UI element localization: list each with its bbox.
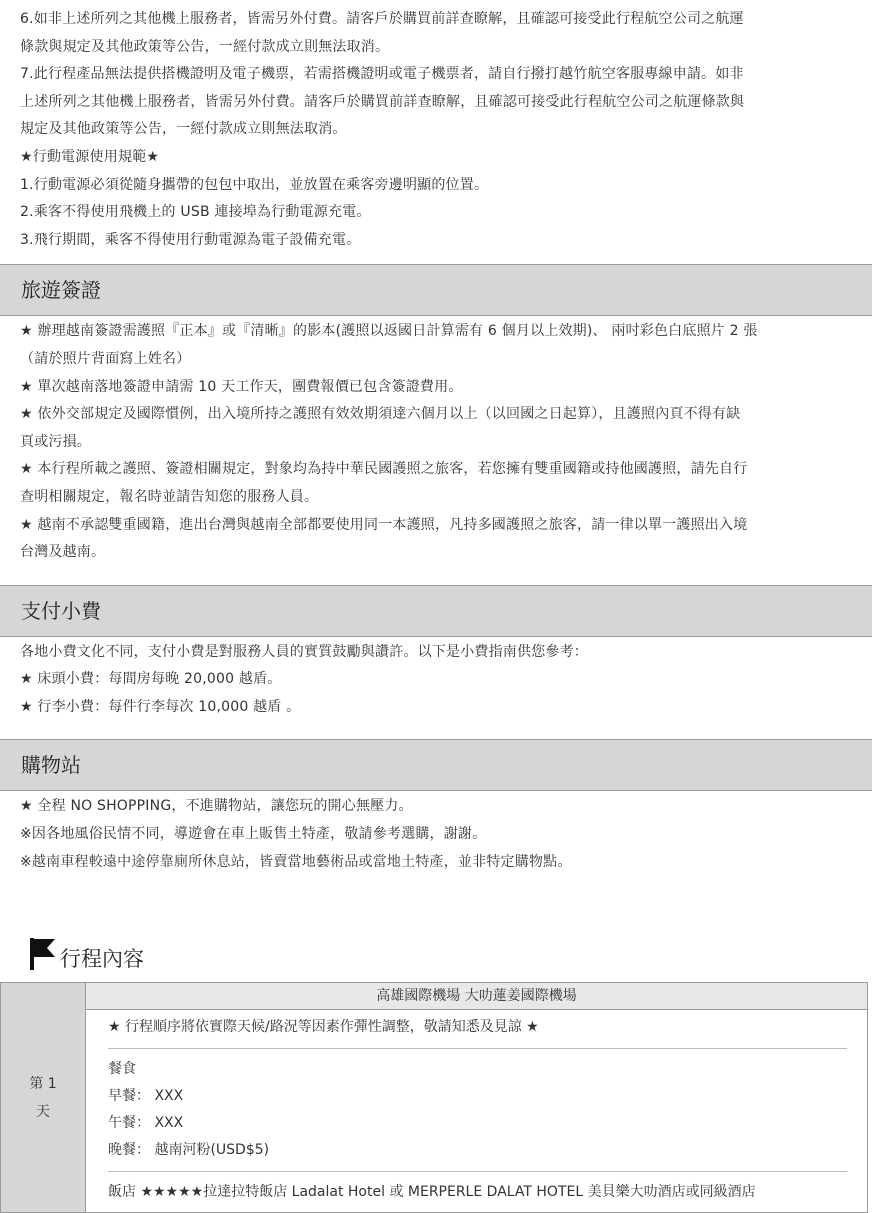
flag-icon: [30, 938, 56, 970]
itinerary-note: ★ 行程順序將依實際天候/路況等因素作彈性調整，敬請知悉及見諒 ★: [108, 1019, 539, 1036]
itinerary-title: [0, 922, 872, 982]
visa-line: 台灣及越南。: [20, 544, 106, 561]
section-heading-tips: 支付小費: [0, 585, 872, 637]
visa-line: （請於照片背面寫上姓名）: [20, 350, 191, 367]
day-label: [1, 983, 86, 1213]
section-heading-shopping: 購物站: [0, 739, 872, 791]
shopping-line: ※越南車程較遠中途停靠廁所休息站，皆賣當地藝術品或當地土特產，並非特定購物點。: [20, 853, 572, 870]
shopping-line: ※因各地風俗民情不同，導遊會在車上販售土特產，敬請參考選購，謝謝。: [20, 826, 487, 843]
day-detail: [86, 1010, 868, 1213]
visa-line: ★ 越南不承認雙重國籍，進出台灣與越南全部都要使用同一本護照，凡持多國護照之旅客，請一律以單一護照出入境: [20, 516, 748, 533]
divider: [108, 1048, 847, 1049]
lunch: 午餐： XXX: [108, 1115, 184, 1132]
shopping-section: [0, 739, 872, 884]
day-1-table: [0, 982, 868, 1213]
tips-line: 各地小費文化不同，支付小費是對服務人員的實質鼓勵與讚許。以下是小費指南供您參考：: [20, 643, 588, 660]
dinner: 晚餐： 越南河粉(USD$5): [108, 1142, 270, 1159]
note-line: 2.乘客不得使用飛機上的 USB 連接埠為行動電源充電。: [20, 204, 371, 221]
breakfast: 早餐： XXX: [108, 1088, 184, 1105]
visa-section: [0, 264, 872, 574]
tips-line: ★ 行李小費：每件行李每次 10,000 越盾 。: [20, 698, 301, 715]
note-line: 7.此行程產品無法提供搭機證明及電子機票，若需搭機證明或電子機票者，請自行撥打越竹航空客服專線申請。如非: [20, 66, 744, 83]
hotel: 飯店 ★★★★★拉達拉特飯店 Ladalat Hotel 或 MERPERLE DALAT HOTEL 美貝樂大叻酒店或同級酒店: [108, 1184, 756, 1201]
note-line: 3.飛行期間，乘客不得使用行動電源為電子設備充電。: [20, 231, 361, 248]
note-line: ★行動電源使用規範★: [20, 148, 160, 165]
tips-section: [0, 585, 872, 730]
visa-line: 頁或污損。: [20, 433, 91, 450]
meals-title: 餐食: [108, 1061, 136, 1078]
itinerary-title-text: 行程內容: [60, 947, 144, 972]
note-line: 6.如非上述所列之其他機上服務者，皆需另外付費。請客戶於購買前詳查瞭解，且確認可接受此行程航空公司之航運: [20, 11, 744, 27]
visa-line: ★ 單次越南落地簽證申請需 10 天工作天，團費報價已包含簽證費用。: [20, 378, 463, 395]
note-line: 上述所列之其他機上服務者，皆需另外付費。請客戶於購買前詳查瞭解，且確認可接受此行程航空公司之航運條款與: [20, 93, 745, 110]
tips-line: ★ 床頭小費：每間房每晚 20,000 越盾。: [20, 671, 282, 688]
divider: [108, 1171, 847, 1172]
visa-line: ★ 依外交部規定及國際慣例，出入境所持之護照有效效期須達六個月以上（以回國之日起算），且護照內頁不得有缺: [20, 406, 741, 423]
day-number: 第 1: [29, 1075, 57, 1092]
day-unit: 天: [36, 1103, 50, 1120]
note-line: 1.行動電源必須從隨身攜帶的包包中取出，並放置在乘客旁邊明顯的位置。: [20, 176, 489, 193]
visa-line: ★ 辦理越南簽證需護照『正本』或『清晰』的影本(護照以返國日計算需有 6 個月以上效期)、 兩吋彩色白底照片 2 張: [20, 323, 758, 340]
section-heading-visa: 旅遊簽證: [0, 264, 872, 316]
shopping-line: ★ 全程 NO SHOPPING，不進購物站，讓您玩的開心無壓力。: [20, 798, 413, 815]
visa-line: ★ 本行程所載之護照、簽證相關規定，對象均為持中華民國護照之旅客，若您擁有雙重國籍或持他國護照，請先自行: [20, 461, 748, 478]
visa-line: 查明相關規定，報名時並請告知您的服務人員。: [20, 488, 319, 505]
note-line: 條款與規定及其他政策等公告，一經付款成立則無法取消。: [20, 38, 390, 55]
top-notes: [0, 0, 872, 254]
note-line: 規定及其他政策等公告，一經付款成立則無法取消。: [20, 121, 347, 138]
route-header: 高雄國際機場 大叻蓮姜國際機場: [86, 983, 868, 1010]
